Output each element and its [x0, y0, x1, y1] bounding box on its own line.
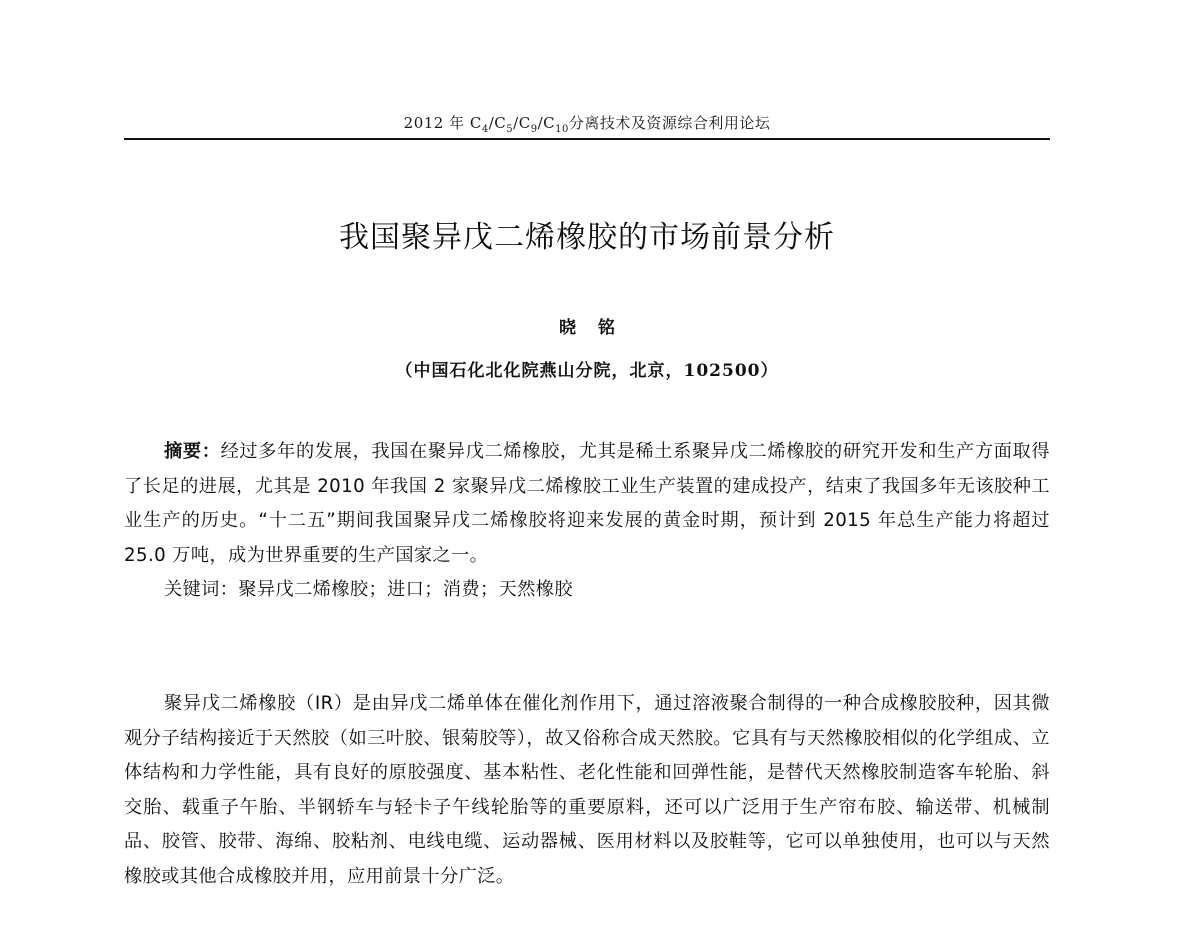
- header-c4-sub: 4: [481, 124, 489, 135]
- header-c10: /C: [537, 114, 556, 132]
- keywords-line: [124, 573, 1050, 608]
- abstract-text: 经过多年的发展，我国在聚异戊二烯橡胶，尤其是稀土系聚异戊二烯橡胶的研究开发和生产方面取得了长足的进展，尤其是 2010 年我国 2 家聚异戊二烯橡胶工业生产装置的建成投产，结束了我国多年无该胶种工业生产的历史。“十二五”期间我国聚异戊二烯橡胶将迎来发展的黄金时期，预计到 2015 年总生产能力将超过 25.0 万吨，成为世界重要的生产国家之一。: [124, 441, 1050, 566]
- header-rest: 分离技术及资源综合利用论坛: [568, 114, 771, 132]
- paper-title: 我国聚异戊二烯橡胶的市场前景分析: [339, 220, 835, 255]
- keywords-text: 聚异戊二烯橡胶；进口；消费；天然橡胶: [238, 579, 573, 600]
- header-c9-sub: 9: [530, 124, 538, 135]
- header-c5-sub: 5: [506, 124, 514, 135]
- intro-paragraph: 聚异戊二烯橡胶（IR）是由异戊二烯单体在催化剂作用下，通过溶液聚合制得的一种合成橡胶胶种，因其微观分子结构接近于天然胶（如三叶胶、银菊胶等），故又俗称合成天然胶。它具有与天然橡胶相似的化学组成、立体结构和力学性能，具有良好的原胶强度、基本粘性、老化性能和回弹性能，是替代天然橡胶制造客车轮胎、斜交胎、载重子午胎、半钢轿车与轻卡子午线轮胎等的重要原料，还可以广泛用于生产帘布胶、输送带、机械制品、胶管、胶带、海绵、胶粘剂、电线电缆、运动器械、医用材料以及胶鞋等，它可以单独使用，也可以与天然橡胶或其他合成橡胶并用，应用前景十分广泛。: [124, 693, 1050, 887]
- header-year: 2012 年: [403, 114, 465, 132]
- running-header: [124, 112, 1050, 135]
- abstract-section: [124, 435, 1050, 608]
- header-c4: C: [469, 114, 482, 132]
- abstract-label: 摘要：: [164, 441, 221, 462]
- intro-section: [124, 687, 1050, 894]
- author-affiliation: （中国石化北化院燕山分院，北京，102500）: [395, 361, 779, 381]
- abstract-paragraph: [124, 435, 1050, 573]
- header-rule: [124, 138, 1050, 140]
- keywords-label: 关键词：: [164, 579, 239, 600]
- header-c9: /C: [513, 114, 531, 132]
- header-c5: /C: [488, 114, 507, 132]
- header-c10-sub: 10: [555, 124, 569, 135]
- author-name: 晓铭: [559, 318, 637, 338]
